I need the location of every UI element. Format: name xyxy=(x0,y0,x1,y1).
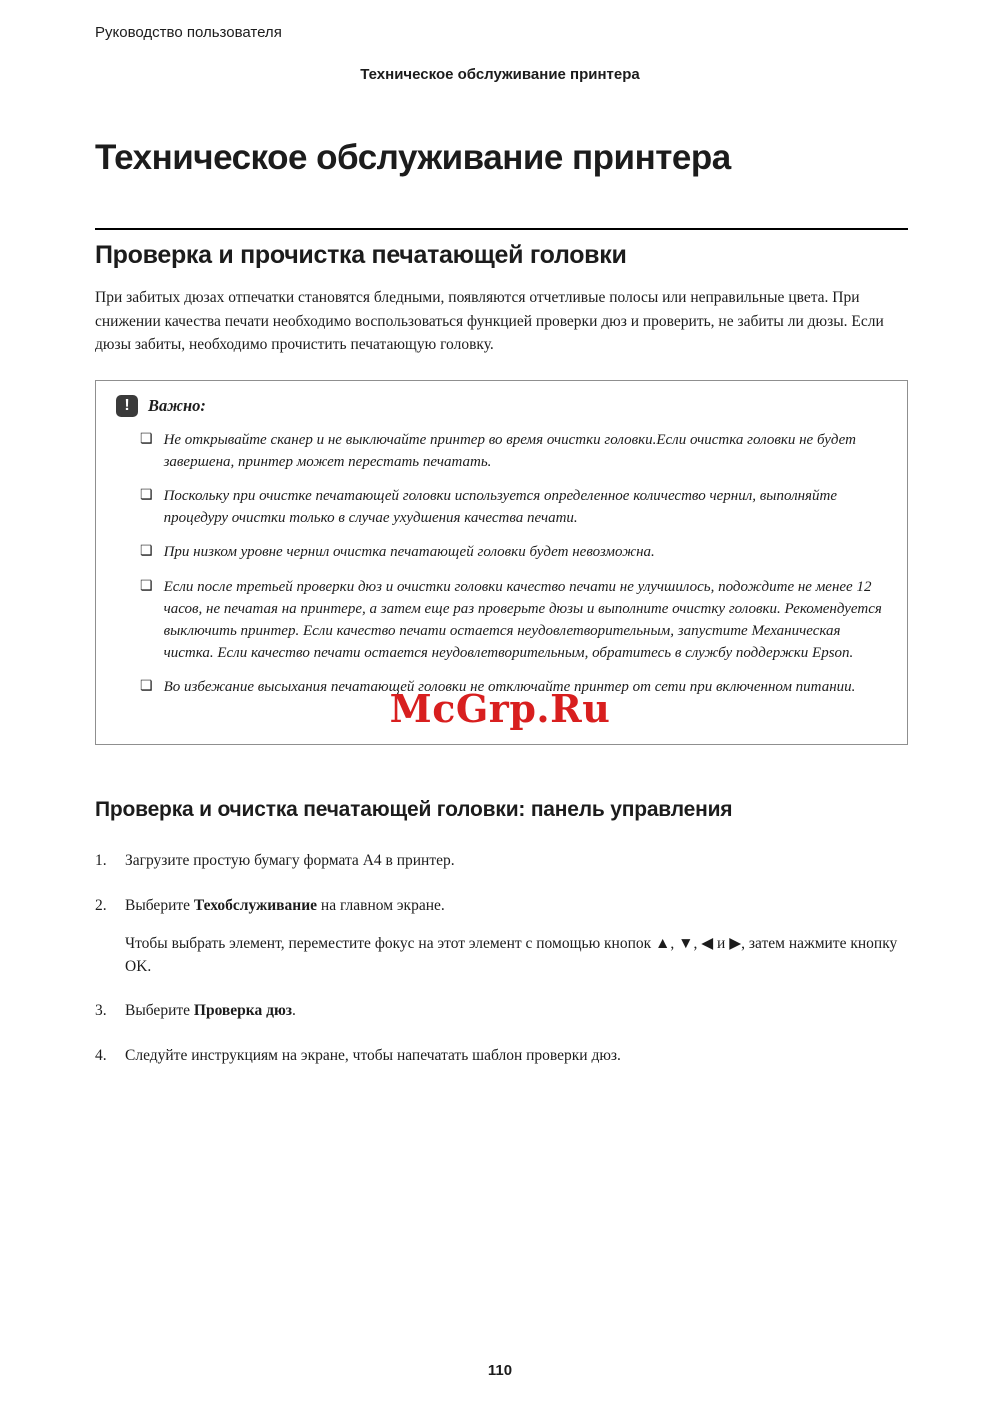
important-notice-header xyxy=(116,395,885,417)
step-text: Загрузите простую бумагу формата A4 в принтер. xyxy=(125,852,455,870)
subsection-heading-control-panel: Проверка и очистка печатающей головки: панель управления xyxy=(95,798,733,822)
step-text-post: . xyxy=(292,1002,296,1020)
running-header-left: Руководство пользователя xyxy=(95,24,282,41)
important-item-text: При низком уровне чернил очистка печатающей головки будет невозможна. xyxy=(163,544,655,561)
list-item xyxy=(140,429,885,473)
important-item-text: Поскольку при очистке печатающей головки используется определенное количество чернил, выполняйте процедуру очистки только в случае ухудшения качества печати. xyxy=(163,488,838,527)
step-number: 3. xyxy=(95,1002,107,1020)
step-text: Следуйте инструкциям на экране, чтобы напечатать шаблон проверки дюз. xyxy=(125,1046,621,1064)
checkbox-bullet-icon: ❏ xyxy=(140,488,153,504)
checkbox-bullet-icon: ❏ xyxy=(140,578,153,594)
exclamation-icon: ! xyxy=(116,395,138,417)
watermark-text: McGrp.Ru xyxy=(389,686,611,731)
step-text xyxy=(125,894,908,917)
numbered-steps xyxy=(95,849,908,1067)
section-heading-check-clean: Проверка и прочистка печатающей головки xyxy=(95,228,908,270)
page-content xyxy=(95,138,908,1067)
step-text-pre: Выберите xyxy=(125,1002,194,1020)
page-title: Техническое обслуживание принтера xyxy=(95,138,731,177)
step-item xyxy=(95,999,908,1022)
section-intro-paragraph: При забитых дюзах отпечатки становятся бледными, появляются отчетливые полосы или неправильные цвета. При снижении качества печати необходимо воспользоваться функцией проверки дюз и проверить, не забиты ли дюзы. Если дюзы забиты, необходимо прочистить печатающую головку. xyxy=(95,289,884,353)
important-item-text: Во избежание высыхания печатающей головки не отключайте принтер от сети при включенном питании. xyxy=(163,678,856,695)
step-number: 4. xyxy=(95,1046,107,1064)
step-number: 2. xyxy=(95,896,107,914)
step-item xyxy=(95,849,908,872)
important-notice-box xyxy=(95,380,908,745)
list-item xyxy=(140,485,885,529)
step-number: 1. xyxy=(95,852,107,870)
step-note: Чтобы выбрать элемент, переместите фокус на этот элемент с помощью кнопок ▲, ▼, ◀ и ▶, затем нажмите кнопку OK. xyxy=(125,934,898,976)
step-text-pre: Выберите xyxy=(125,896,194,914)
step-text xyxy=(125,999,908,1022)
checkbox-bullet-icon: ❏ xyxy=(140,678,153,694)
list-item xyxy=(140,576,885,664)
step-text-bold: Техобслуживание xyxy=(193,896,318,914)
checkbox-bullet-icon: ❏ xyxy=(140,544,153,560)
step-text-bold: Проверка дюз xyxy=(193,1002,293,1020)
checkbox-bullet-icon: ❏ xyxy=(140,432,153,447)
list-item xyxy=(140,676,885,698)
important-item-text: Если после третьей проверки дюз и очистки головки качество печати не улучшилось, подождите не менее 12 часов, не печатая на принтере, а затем еще раз проверьте дюзы и выполните очистку головки. Рекомендуется выключить принтер. Если качество печати остается неудовлетворительным, запустите Механическая чистка. Если качество печати остается неудовлетворительным, обратитесь в службу поддержки Epson. xyxy=(163,578,882,661)
important-list xyxy=(140,429,885,698)
list-item xyxy=(140,541,885,563)
page-number: 110 xyxy=(487,1362,513,1379)
step-text-post: на главном экране. xyxy=(317,896,445,914)
important-label: Важно: xyxy=(148,396,206,415)
running-header-center: Техническое обслуживание принтера xyxy=(360,66,640,83)
step-item xyxy=(95,894,908,917)
important-item-text: Не открывайте сканер и не выключайте принтер во время очистки головки.Если очистка головки не будет завершена, принтер может перестать печатать. xyxy=(163,432,856,471)
step-item xyxy=(95,1044,908,1067)
